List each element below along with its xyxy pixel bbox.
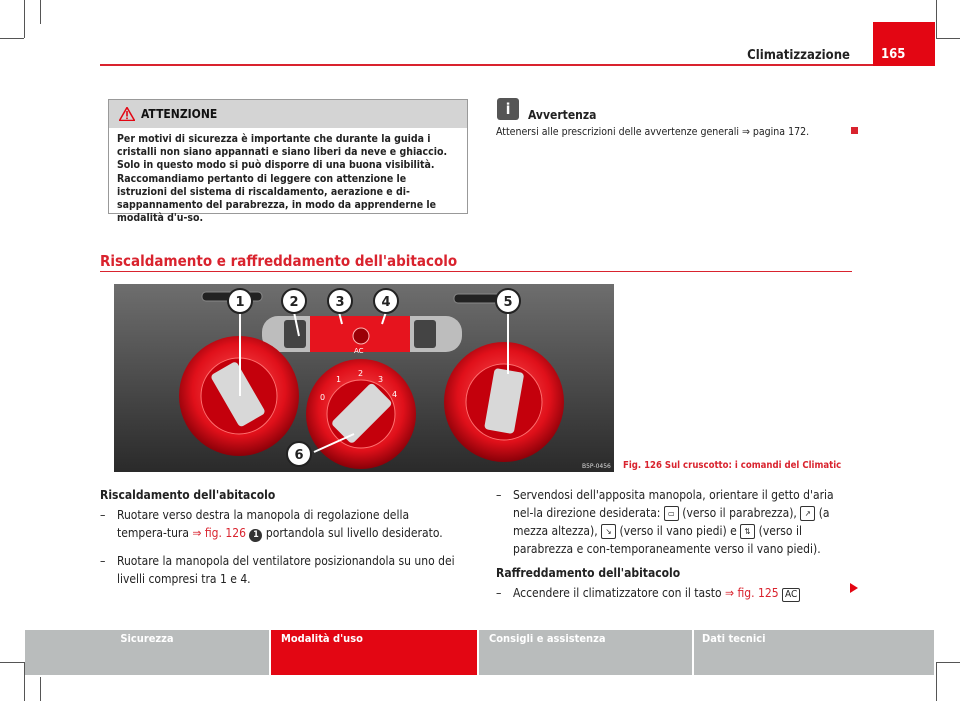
item-text: (verso il vano piedi) e (616, 524, 741, 538)
crop-mark (936, 38, 960, 39)
callout-2: 2 (289, 295, 299, 310)
item-text: Accendere il climatizzatore con il tasto (513, 586, 725, 600)
fan-level-4: 4 (392, 390, 398, 399)
windshield-icon: ▭ (664, 506, 679, 521)
crop-mark (0, 38, 24, 39)
warning-box (108, 99, 468, 225)
warning-header (109, 100, 467, 128)
fan-level-1: 1 (336, 375, 342, 384)
page-number: 165 (873, 22, 935, 66)
list-item (100, 506, 462, 542)
section-rule (100, 271, 852, 272)
fan-level-3: 3 (378, 375, 384, 384)
crop-mark (936, 0, 937, 38)
continue-arrow-icon (849, 582, 859, 594)
callout-ref: 1 (249, 529, 262, 542)
ac-label: AC (354, 347, 364, 355)
callout-5: 5 (503, 295, 513, 310)
upper-body-icon: ↗ (800, 506, 815, 521)
item-text: Servendosi dell'apposita manopola, orientare il getto d'aria nel-la direzione desiderata: (513, 488, 834, 520)
section-title: Riscaldamento e raffreddamento dell'abitacolo (100, 252, 458, 270)
header-rule (100, 64, 934, 66)
crop-mark (40, 677, 41, 701)
crop-mark (40, 0, 41, 24)
list-item (496, 584, 856, 602)
footwell-icon: ↘ (601, 524, 616, 539)
tab-consigli[interactable]: Consigli e assistenza (479, 630, 692, 675)
fan-level-0: 0 (320, 393, 326, 402)
callout-6: 6 (294, 448, 304, 463)
item-text: Ruotare verso destra la manopola di regolazione della tempera-tura (117, 508, 410, 540)
list-item (100, 552, 462, 588)
info-icon: i (497, 98, 519, 120)
callout-1: 1 (235, 295, 245, 310)
climatic-illustration (114, 284, 614, 472)
figure-link[interactable]: ⇒ fig. 125 (725, 586, 779, 600)
heating-heading: Riscaldamento dell'abitacolo (100, 488, 276, 502)
item-text: (verso il parabrezza e con-temporaneamente verso il vano piedi). (513, 524, 821, 556)
note-title: Avvertenza (528, 108, 597, 122)
warning-text: Per motivi di sicurezza è importante che durante la guida i cristalli non siano appannati e siano liberi da neve e ghiaccio. Solo in questo modo si può disporre di una buona visibilità. Raccomandiamo pertanto di leggere con attenzione le istruzioni del sistema di riscaldamento, aerazione e di-sappannamento del parabrezza, in modo da apprenderne le modalità d'u-so. (117, 133, 448, 225)
warning-triangle-icon (119, 107, 135, 121)
figure-code: B5P-0456 (582, 463, 611, 470)
right-column (496, 486, 856, 602)
climatic-controls-figure (114, 284, 614, 472)
figure-link[interactable]: ⇒ fig. 126 (192, 526, 246, 540)
callout-4: 4 (381, 295, 391, 310)
item-text: Ruotare la manopola del ventilatore posizionandola su uno dei livelli compresi tra 1 e 4. (117, 554, 455, 586)
left-column (100, 486, 462, 588)
tab-modalita-uso[interactable]: Modalità d'uso (271, 630, 477, 675)
chapter-title: Climatizzazione (747, 48, 850, 63)
warning-title: ATTENZIONE (141, 107, 218, 121)
crop-mark (0, 662, 24, 663)
item-text: (a mezza altezza), (513, 506, 830, 538)
end-marker (851, 127, 858, 134)
item-text: portandola sul livello desiderato. (262, 526, 443, 540)
crop-mark (936, 662, 960, 663)
item-text: (verso il parabrezza), (678, 506, 801, 520)
crop-mark (936, 662, 937, 701)
ac-key: AC (782, 588, 800, 602)
fan-level-2: 2 (358, 369, 364, 378)
cooling-heading: Raffreddamento dell'abitacolo (496, 566, 681, 580)
note-text: Attenersi alle prescrizioni delle avvertenze generali ⇒ pagina 172. (496, 126, 810, 138)
list-item (496, 486, 856, 558)
tab-sicurezza[interactable]: Sicurezza (25, 630, 269, 675)
tab-dati-tecnici[interactable]: Dati tecnici (694, 630, 934, 675)
windshield-footwell-icon: ⇅ (740, 524, 755, 539)
figure-caption: Fig. 126 Sul cruscotto: i comandi del Climatic (623, 460, 842, 471)
crop-mark (24, 0, 25, 38)
callout-3: 3 (335, 295, 345, 310)
